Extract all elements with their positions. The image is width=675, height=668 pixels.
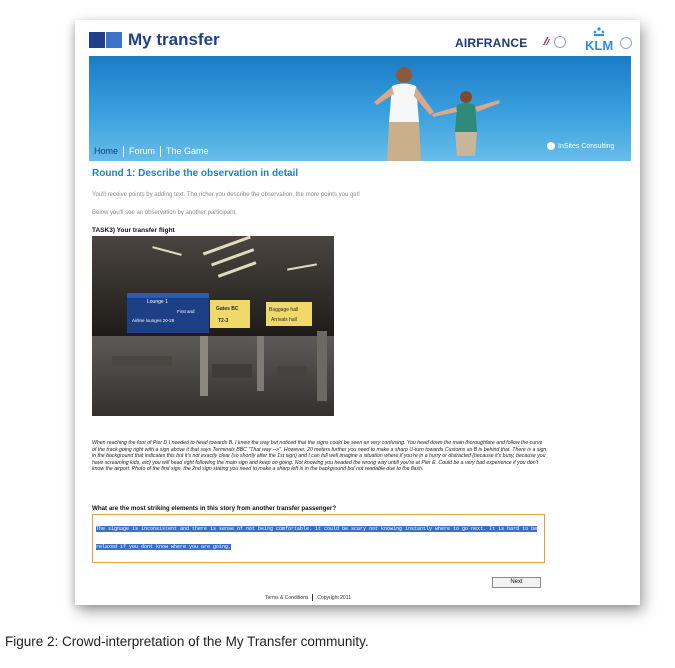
sign-gates: Gates BC <box>216 306 239 312</box>
logo-square-dark <box>89 32 105 48</box>
sign-baggage: Baggage hall <box>269 307 299 313</box>
skyteam-roundel-icon-2 <box>620 37 632 49</box>
sign-first-and: First and <box>177 309 195 314</box>
round-title: Round 1: Describe the observation in detail <box>92 168 299 179</box>
partner-logo <box>547 142 614 150</box>
terms-link[interactable]: Terms & Conditions <box>265 594 309 601</box>
main-nav <box>89 142 214 161</box>
footer-divider <box>312 594 313 601</box>
nav-home[interactable]: Home <box>89 146 124 157</box>
nav-forum[interactable]: Forum <box>124 146 161 157</box>
site-header <box>75 20 640 56</box>
question-label: What are the most striking elements in this story from another transfer passenger? <box>92 505 337 512</box>
sign-arrivals: Arrivals hall <box>271 317 297 323</box>
task-label: TASK3) Your transfer flight <box>92 227 175 234</box>
footer <box>265 594 351 601</box>
next-button[interactable]: Next <box>492 577 541 588</box>
instruction-points: You'll receive points by adding text. The richer you describe the observation, the more points you get! <box>92 192 360 198</box>
answer-textarea[interactable] <box>92 514 545 563</box>
sign-airline-lounges: Airline lounges 20-29 <box>132 318 175 323</box>
answer-text: The signage is inconsistent and there is sense of not being comfortable. it could be scary not knowing instantly where to go next. It is hard to be relaxed if you dont know where you are going. <box>96 526 538 550</box>
observation-photo <box>92 236 334 416</box>
app-title: My transfer <box>128 30 220 49</box>
airport-signs-photo <box>92 236 334 416</box>
figure-caption: Figure 2: Crowd-interpretation of the My Transfer community. <box>5 634 369 649</box>
logo-square-light <box>106 32 122 48</box>
copyright-text: Copyright 2011 <box>317 594 351 601</box>
partner-label: InSites Consulting <box>558 142 615 150</box>
sign-lounge: Lounge 1 <box>147 299 168 305</box>
insites-logo-icon <box>547 142 555 150</box>
screenshot-frame <box>75 20 640 605</box>
klm-logo: KLM <box>585 38 614 53</box>
observation-story: When reaching the foot of Pier D I needed to head towards B. I knew the way but noticed that the signs could be seen as very confusing. You head down the main thoroughfare and follow the curve of the track going right with a sign above it that says Terminals BBC "That way -->". However, 20 meters further you need to make a sharp U-turn towards Customs as B is behind that. There is a sign in the background that indicates this but it's not exactly clear (so shortly after the 1st sign) and I can full well imagine a situation where if you're in a hurry or distracted (because it's busy, because you have screaming kids, etc) you will head right following the main sign and keep on going. Not knowing you headed the wrong way untill you're at Pier E. Could be a very bad experience if you don't know the airport. Photo of the first sign, the 2nd sign stating you need to make a sharp left is in the background but not readable due to the flash. <box>92 440 547 473</box>
hero-banner <box>89 56 631 161</box>
airfrance-logo: AIRFRANCE <box>455 36 528 50</box>
nav-the-game[interactable]: The Game <box>166 146 209 156</box>
instruction-observation: Below you'll see an observation by another participant. <box>92 210 237 216</box>
airfrance-stripe-icon <box>541 37 551 45</box>
klm-crown-icon <box>592 27 606 37</box>
skyteam-roundel-icon <box>554 36 566 48</box>
sign-gates-numbers: T2-3 <box>218 318 229 324</box>
